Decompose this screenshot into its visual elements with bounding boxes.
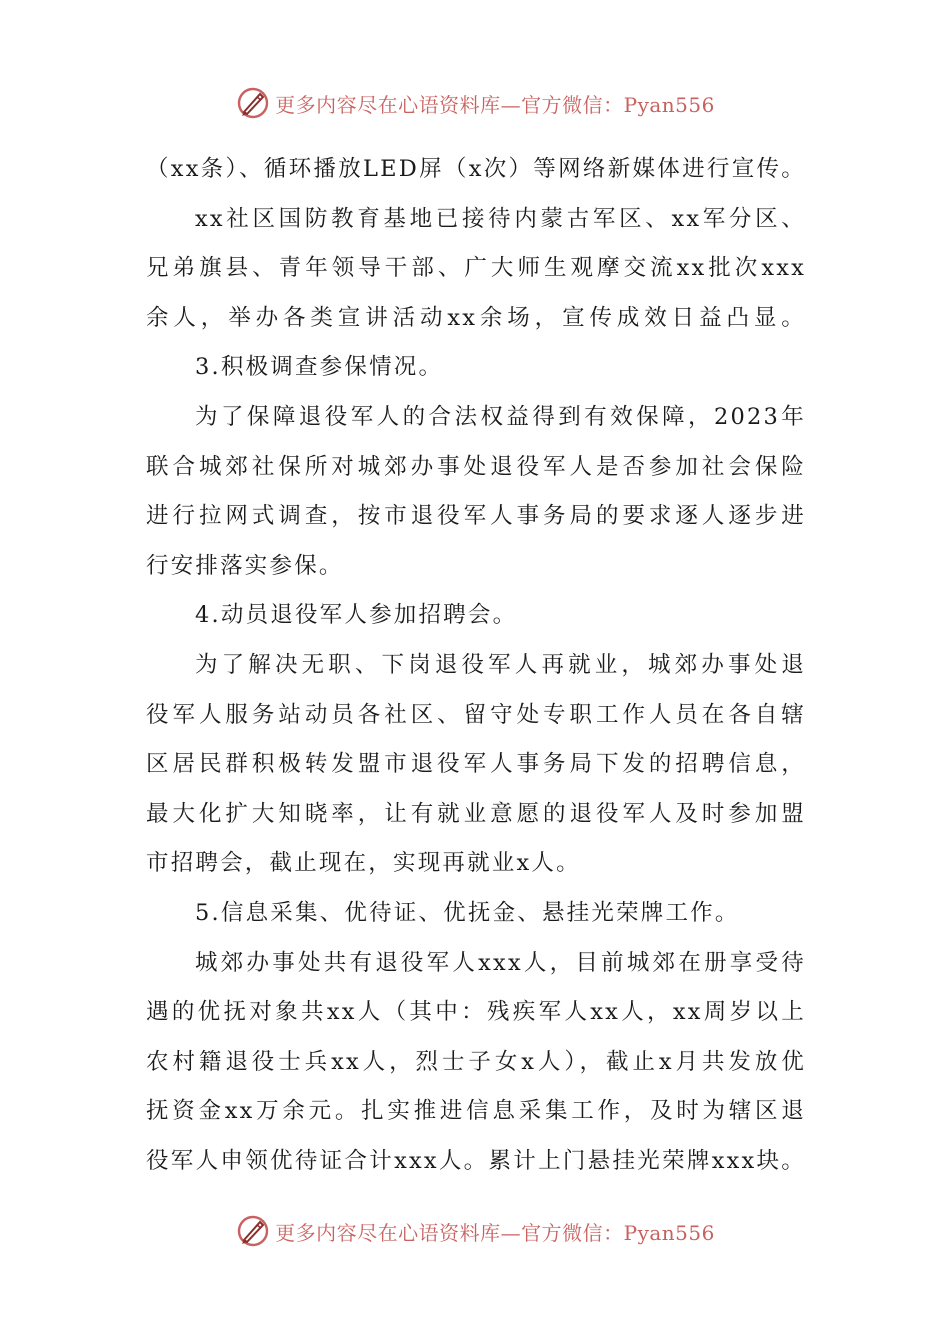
text-line: 市招聘会，截止现在，实现再就业x人。 [146, 850, 581, 877]
watermark-text: 更多内容尽在心语资料库—官方微信：Pyan556 [275, 92, 715, 117]
text-line: 为了解决无职、下岗退役军人再就业，城郊办事处退 [195, 651, 806, 678]
watermark-text: 更多内容尽在心语资料库—官方微信：Pyan556 [275, 1220, 715, 1245]
section-heading: 4.动员退役军人参加招聘会。 [195, 602, 518, 629]
pen-logo-icon [235, 85, 271, 121]
text-line: 农村籍退役士兵xx人，烈士子女x人），截止x月共发放优 [146, 1048, 806, 1075]
footer-watermark [0, 1206, 950, 1256]
text-line: xx社区国防教育基地已接待内蒙古军区、xx军分区、 [195, 205, 806, 232]
section-heading: 5.信息采集、优待证、优抚金、悬挂光荣牌工作。 [195, 899, 740, 926]
text-line: 役军人服务站动员各社区、留守处专职工作人员在各自辖 [146, 701, 806, 728]
text-line: 城郊办事处共有退役军人xxx人，目前城郊在册享受待 [195, 949, 806, 976]
text-line: 行安排落实参保。 [146, 552, 344, 579]
text-line: 余人，举办各类宣讲活动xx余场，宣传成效日益凸显。 [146, 304, 806, 331]
text-line: （xx条）、循环播放LED屏（x次）等网络新媒体进行宣传。 [146, 156, 806, 182]
text-line: 进行拉网式调查，按市退役军人事务局的要求逐人逐步进 [146, 503, 806, 530]
text-line: 役军人申领优待证合计xxx人。累计上门悬挂光荣牌xxx块。 [146, 1147, 806, 1174]
text-line: 区居民群积极转发盟市退役军人事务局下发的招聘信息， [146, 751, 806, 778]
text-line: 联合城郊社保所对城郊办事处退役军人是否参加社会保险 [146, 453, 806, 480]
document-body [146, 145, 806, 1186]
section-heading: 3.积极调查参保情况。 [195, 354, 444, 381]
text-line: 最大化扩大知晓率，让有就业意愿的退役军人及时参加盟 [146, 800, 806, 827]
text-line: 为了保障退役军人的合法权益得到有效保障，2023年 [195, 403, 806, 430]
text-line: 兄弟旗县、青年领导干部、广大师生观摩交流xx批次xxx [146, 255, 806, 282]
pen-logo-icon [235, 1213, 271, 1249]
text-line: 遇的优抚对象共xx人（其中：残疾军人xx人，xx周岁以上 [146, 999, 806, 1026]
header-watermark [0, 78, 950, 128]
text-line: 抚资金xx万余元。扎实推进信息采集工作，及时为辖区退 [146, 1098, 806, 1125]
